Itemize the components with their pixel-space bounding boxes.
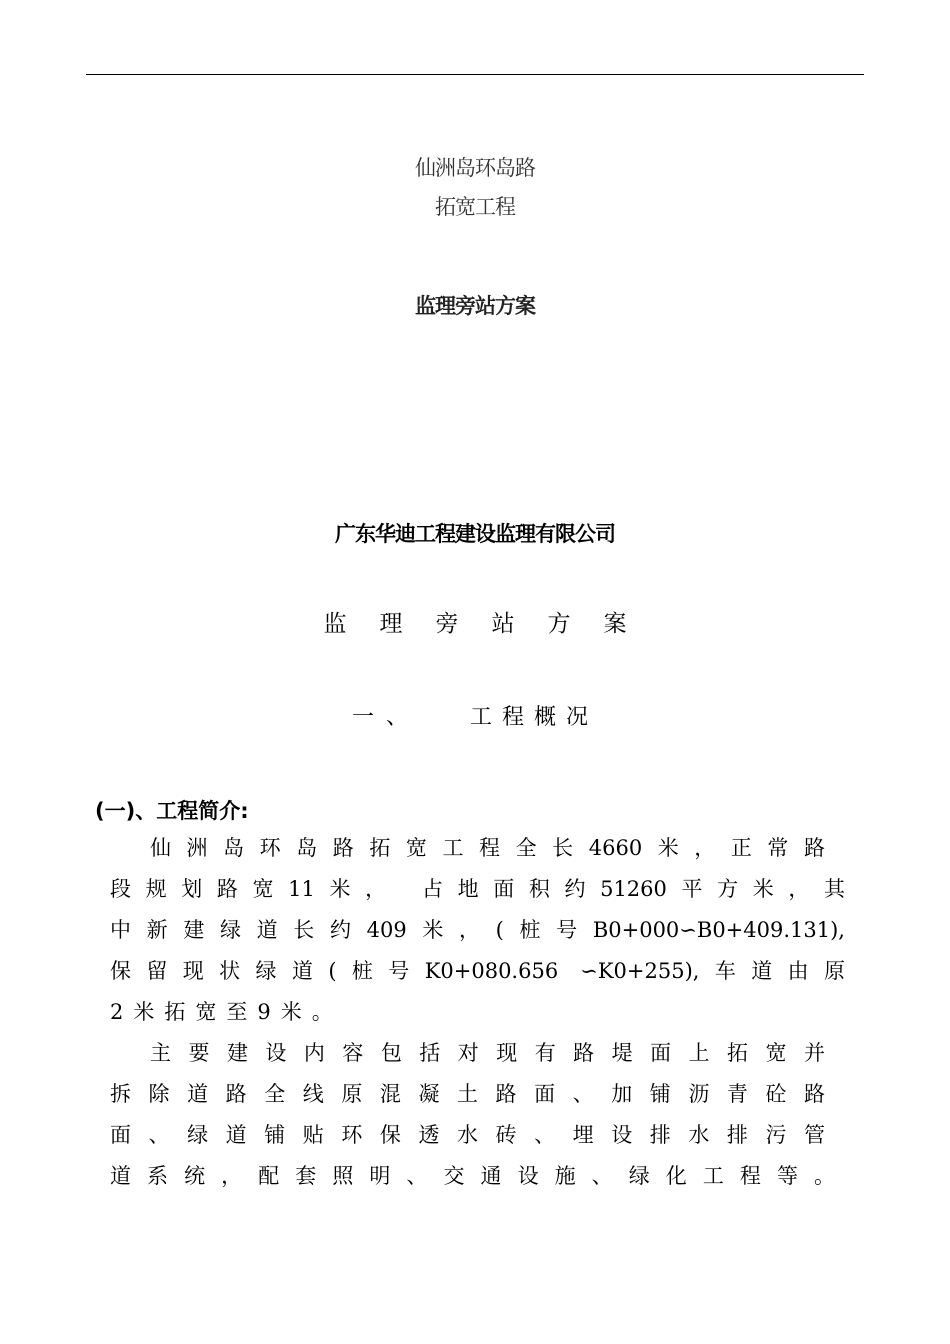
paragraph-1-line-1: 仙洲岛环岛路拓宽工程全长4660米，正常路 — [150, 836, 825, 860]
cover-title-line-1: 仙洲岛环岛路 — [415, 156, 535, 180]
paragraph-2-line-2: 拆除道路全线原混凝土路面、加铺沥青砼路 — [110, 1082, 825, 1106]
section-title: 工程概况 — [470, 705, 599, 730]
paragraph-1-line-3: 中新建绿道长约409米，(桩号B0+000∽B0+409.131), — [110, 918, 845, 942]
subsection-heading: (一)、工程简介: — [95, 799, 249, 823]
paragraph-2-line-3: 面、绿道铺贴环保透水砖、埋设排水排污管 — [110, 1123, 825, 1147]
section-heading — [0, 700, 950, 731]
paragraph-1-line-5: 2米拓宽至9米。 — [110, 1000, 343, 1024]
cover-subtitle: 监理旁站方案 — [415, 294, 535, 318]
header-rule — [86, 74, 864, 75]
paragraph-1-line-4: 保留现状绿道(桩号K0+080.656 ∽K0+255),车道由原 — [110, 959, 845, 983]
paragraph-2-line-1: 主要建设内容包括对现有路堤面上拓宽并 — [150, 1041, 825, 1065]
section-number: 一、 — [351, 705, 420, 730]
paragraph-1-line-2: 段规划路宽11米， 占地面积约51260平方米，其 — [110, 877, 845, 901]
paragraph-2-line-4: 道系统，配套照明、交通设施、绿化工程等。 — [110, 1164, 835, 1188]
document-title: 监理旁站方案 — [323, 611, 660, 637]
company-name: 广东华迪工程建设监理有限公司 — [335, 522, 615, 546]
cover-title-line-2: 拓宽工程 — [435, 195, 515, 219]
